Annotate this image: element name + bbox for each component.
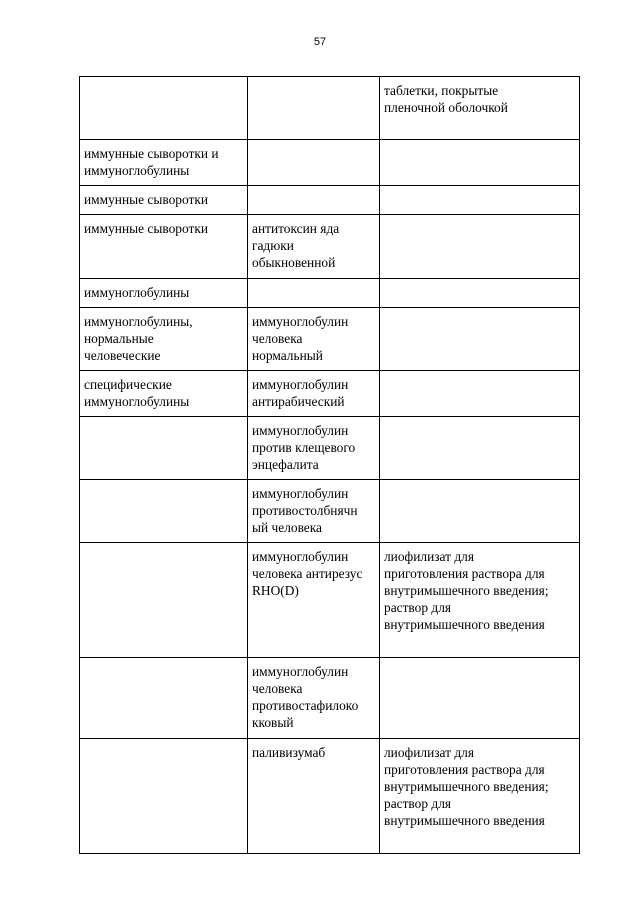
table-cell-form	[380, 658, 580, 739]
table-row	[80, 279, 580, 308]
table-cell-substance	[248, 140, 380, 186]
table-cell-substance	[248, 371, 380, 417]
table-row	[80, 77, 580, 140]
table-row	[80, 739, 580, 854]
table-cell-group	[80, 279, 248, 308]
table-cell-form	[380, 739, 580, 854]
cell-text: иммуноглобулин человека антирезус RHO(D)	[252, 549, 363, 598]
cell-text: иммуноглобулин антирабический	[252, 377, 349, 409]
table-cell-form	[380, 186, 580, 215]
cell-text: лиофилизат для приготовления раствора для внутримышечного введения; раствор для внутримышечного введения	[384, 549, 549, 632]
table-cell-form	[380, 77, 580, 140]
table-cell-group	[80, 215, 248, 279]
table-cell-form	[380, 140, 580, 186]
table-row	[80, 308, 580, 371]
cell-text: иммунные сыворотки и иммуноглобулины	[84, 146, 219, 178]
table-row	[80, 215, 580, 279]
table-cell-form	[380, 215, 580, 279]
cell-text: иммунные сыворотки	[84, 221, 209, 236]
table-row	[80, 417, 580, 480]
table-cell-substance	[248, 658, 380, 739]
table-cell-group	[80, 543, 248, 658]
cell-text: иммуноглобулины	[84, 285, 190, 300]
table-cell-group	[80, 308, 248, 371]
cell-text: таблетки, покрытые пленочной оболочкой	[384, 83, 508, 115]
table-cell-group	[80, 739, 248, 854]
cell-text: лиофилизат для приготовления раствора для внутримышечного введения; раствор для внутримышечного введения	[384, 745, 549, 828]
table-cell-substance	[248, 308, 380, 371]
table-cell-group	[80, 417, 248, 480]
table-cell-form	[380, 543, 580, 658]
cell-text: антитоксин яда гадюки обыкновенной	[252, 221, 340, 270]
table-cell-group	[80, 140, 248, 186]
cell-text: паливизумаб	[252, 745, 326, 760]
table-row	[80, 658, 580, 739]
table-row	[80, 480, 580, 543]
table-cell-group	[80, 77, 248, 140]
cell-text: иммуноглобулин человека нормальный	[252, 314, 349, 363]
cell-text: специфические иммуноглобулины	[84, 377, 190, 409]
page-number: 57	[313, 36, 327, 48]
table-cell-substance	[248, 186, 380, 215]
table-row	[80, 371, 580, 417]
table-row	[80, 186, 580, 215]
table-row	[80, 140, 580, 186]
table-cell-substance	[248, 739, 380, 854]
cell-text: иммунные сыворотки	[84, 192, 209, 207]
table-cell-substance	[248, 543, 380, 658]
table-cell-form	[380, 308, 580, 371]
table-cell-substance	[248, 77, 380, 140]
cell-text: иммуноглобулин противостолбнячн ый человека	[252, 486, 358, 535]
table-cell-substance	[248, 480, 380, 543]
table-cell-substance	[248, 215, 380, 279]
table-cell-group	[80, 186, 248, 215]
table-cell-substance	[248, 417, 380, 480]
table-cell-group	[80, 371, 248, 417]
drug-classification-table	[79, 76, 580, 854]
table-cell-form	[380, 371, 580, 417]
table-cell-form	[380, 279, 580, 308]
table-cell-form	[380, 480, 580, 543]
table-cell-substance	[248, 279, 380, 308]
cell-text: иммуноглобулин против клещевого энцефалита	[252, 423, 356, 472]
cell-text: иммуноглобулин человека противостафилоко кковый	[252, 664, 359, 730]
table-cell-group	[80, 480, 248, 543]
cell-text: иммуноглобулины, нормальные человеческие	[84, 314, 193, 363]
table-cell-group	[80, 658, 248, 739]
table-cell-form	[380, 417, 580, 480]
table-row	[80, 543, 580, 658]
